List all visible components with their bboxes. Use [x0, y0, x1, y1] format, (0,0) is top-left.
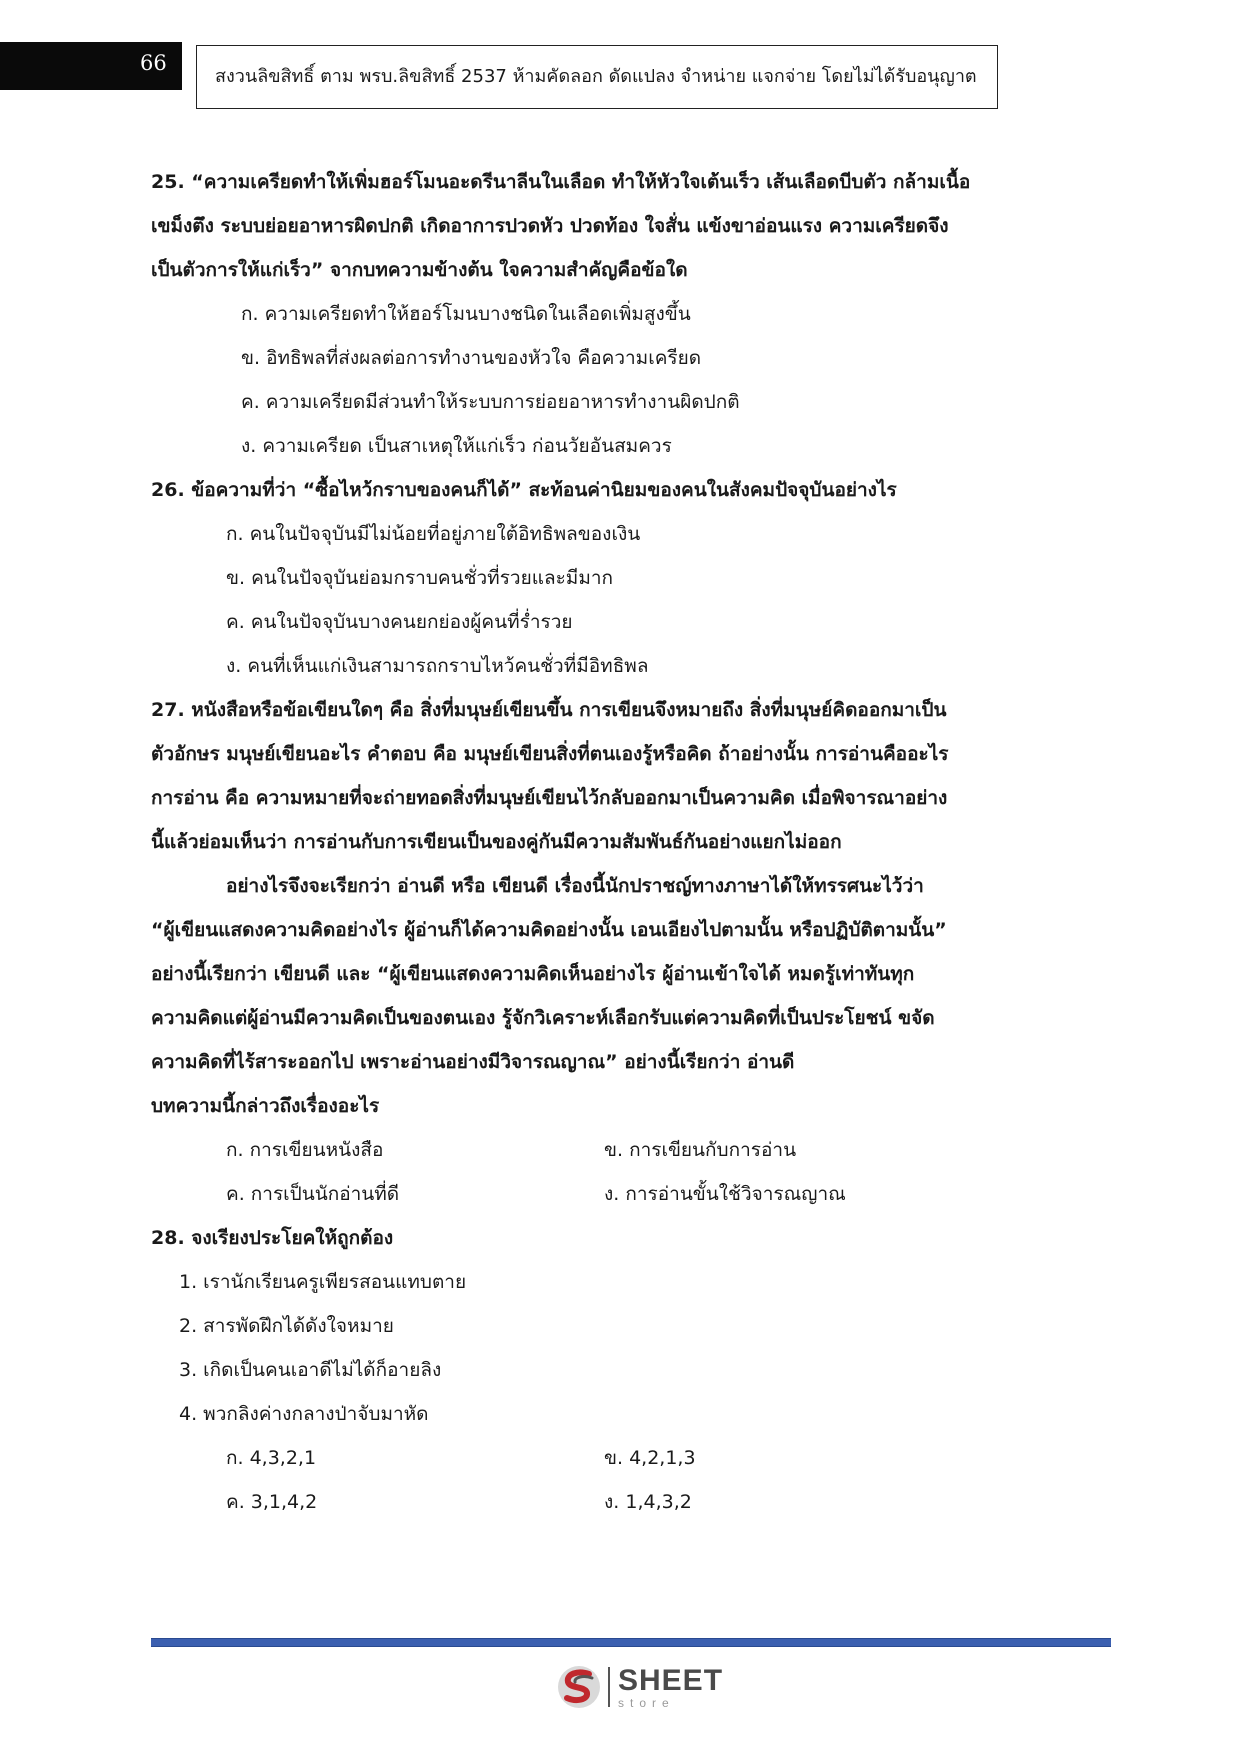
q28-options-row: [151, 1436, 1061, 1480]
question-27-passage: [151, 688, 1061, 1128]
passage-line: 27. หนังสือหรือข้อเขียนใดๆ คือ สิ่งที่มนุษย์เขียนขึ้น การเขียนจึงหมายถึง สิ่งที่มนุษย์คิดออกมาเป็น: [151, 699, 947, 721]
passage-line: นี้แล้วย่อมเห็นว่า การอ่านกับการเขียนเป็นของคู่กันมีความสัมพันธ์กันอย่างแยกไม่ออก: [151, 831, 842, 853]
q28-option-a: ก. 4,3,2,1: [226, 1447, 317, 1469]
passage-line: “ผู้เขียนแสดงความคิดอย่างไร ผู้อ่านก็ได้ความคิดอย่างนั้น เอนเอียงไปตามนั้น หรือปฏิบัติตามนั้น”: [151, 919, 947, 941]
question-25: [151, 160, 1061, 292]
question-25-line: เขม็งตึง ระบบย่อยอาหารผิดปกติ เกิดอาการปวดหัว ปวดท้อง ใจสั่น แข้งขาอ่อนแรง ความเครียดจึง: [151, 215, 949, 237]
q27-options-row: [151, 1172, 1061, 1216]
logo-text: [618, 1663, 724, 1710]
logo-separator: [608, 1667, 610, 1707]
q26-option-a: ก. คนในปัจจุบันมีไม่น้อยที่อยู่ภายใต้อิทธิพลของเงิน: [226, 523, 641, 545]
q28-item-4: 4. พวกลิงค่างกลางป่าจับมาหัด: [179, 1403, 429, 1425]
q27-options-row: [151, 1128, 1061, 1172]
logo-subtitle: store: [618, 1695, 675, 1710]
page-number: 66: [140, 51, 167, 75]
question-27: บทความนี้กล่าวถึงเรื่องอะไร: [151, 1095, 380, 1117]
passage-line: ตัวอักษร มนุษย์เขียนอะไร คำตอบ คือ มนุษย์เขียนสิ่งที่ตนเองรู้หรือคิด ถ้าอย่างนั้น การอ่านคืออะไร: [151, 743, 949, 765]
q26-option-d: ง. คนที่เห็นแก่เงินสามารถกราบไหว้คนชั่วที่มีอิทธิพล: [226, 655, 649, 677]
q27-option-d: ง. การอ่านขั้นใช้วิจารณญาณ: [604, 1183, 846, 1205]
q26-option-b: ข. คนในปัจจุบันย่อมกราบคนชั่วที่รวยและมีมาก: [226, 567, 614, 589]
question-26: 26. ข้อความที่ว่า “ซื้อไหว้กราบของคนก็ได้” สะท้อนค่านิยมของคนในสังคมปัจจุบันอย่างไร: [151, 479, 897, 501]
q25-option-c: ค. ความเครียดมีส่วนทำให้ระบบการย่อยอาหารทำงานผิดปกติ: [241, 391, 740, 413]
passage-line: ความคิดแต่ผู้อ่านมีความคิดเป็นของตนเอง รู้จักวิเคราะห์เลือกรับแต่ความคิดที่เป็นประโยชน์ ขจัด: [151, 1007, 935, 1029]
q28-item-3: 3. เกิดเป็นคนเอาดีไม่ได้ก็อายลิง: [179, 1359, 442, 1381]
passage-line: ความคิดที่ไร้สาระออกไป เพราะอ่านอย่างมีวิจารณญาณ” อย่างนี้เรียกว่า อ่านดี: [151, 1051, 795, 1073]
q28-item-2: 2. สารพัดฝึกได้ดังใจหมาย: [179, 1315, 394, 1337]
q28-option-b: ข. 4,2,1,3: [604, 1447, 696, 1469]
passage-line: การอ่าน คือ ความหมายที่จะถ่ายทอดสิ่งที่มนุษย์เขียนไว้กลับออกมาเป็นความคิด เมื่อพิจารณาอย่าง: [151, 787, 948, 809]
q26-option-c: ค. คนในปัจจุบันบางคนยกย่องผู้คนที่ร่ำรวย: [226, 611, 573, 633]
logo-word: SHEET: [618, 1663, 724, 1697]
q25-option-a: ก. ความเครียดทำให้ฮอร์โมนบางชนิดในเลือดเพิ่มสูงขึ้น: [241, 303, 691, 325]
passage-line: อย่างนี้เรียกว่า เขียนดี และ “ผู้เขียนแสดงความคิดเห็นอย่างไร ผู้อ่านเข้าใจได้ หมดรู้เท่าทันทุก: [151, 963, 915, 985]
question-25-line: 25. “ความเครียดทำให้เพิ่มฮอร์โมนอะดรีนาลีนในเลือด ทำให้หัวใจเต้นเร็ว เส้นเลือดบีบตัว กล้ามเนื้อ: [151, 171, 971, 193]
question-28: 28. จงเรียงประโยคให้ถูกต้อง: [151, 1227, 394, 1249]
sheet-store-logo: [556, 1662, 723, 1712]
q27-option-c: ค. การเป็นนักอ่านที่ดี: [226, 1183, 400, 1205]
page-number-box: [0, 42, 182, 90]
q25-option-b: ข. อิทธิพลที่ส่งผลต่อการทำงานของหัวใจ คือความเครียด: [241, 347, 702, 369]
passage-line: อย่างไรจึงจะเรียกว่า อ่านดี หรือ เขียนดี เรื่องนี้นักปราชญ์ทางภาษาได้ให้ทรรศนะไว้ว่า: [226, 875, 924, 897]
q28-option-d: ง. 1,4,3,2: [604, 1491, 692, 1513]
q28-option-c: ค. 3,1,4,2: [226, 1491, 318, 1513]
q27-option-b: ข. การเขียนกับการอ่าน: [604, 1139, 797, 1161]
footer-divider: [151, 1638, 1111, 1647]
q25-option-d: ง. ความเครียด เป็นสาเหตุให้แก่เร็ว ก่อนวัยอันสมควร: [241, 435, 672, 457]
copyright-header: สงวนลิขสิทธิ์ ตาม พรบ.ลิขสิทธิ์ 2537 ห้ามคัดลอก ดัดแปลง จำหน่าย แจกจ่าย โดยไม่ได้รับอนุญาต: [196, 45, 998, 109]
q27-option-a: ก. การเขียนหนังสือ: [226, 1139, 384, 1161]
question-25-line: เป็นตัวการให้แก่เร็ว” จากบทความข้างต้น ใจความสำคัญคือข้อใด: [151, 259, 688, 281]
sheet-store-s-icon: [556, 1664, 602, 1710]
q28-item-1: 1. เรานักเรียนครูเพียรสอนแทบตาย: [179, 1271, 467, 1293]
exam-content: [151, 160, 1061, 1524]
q28-options-row: [151, 1480, 1061, 1524]
